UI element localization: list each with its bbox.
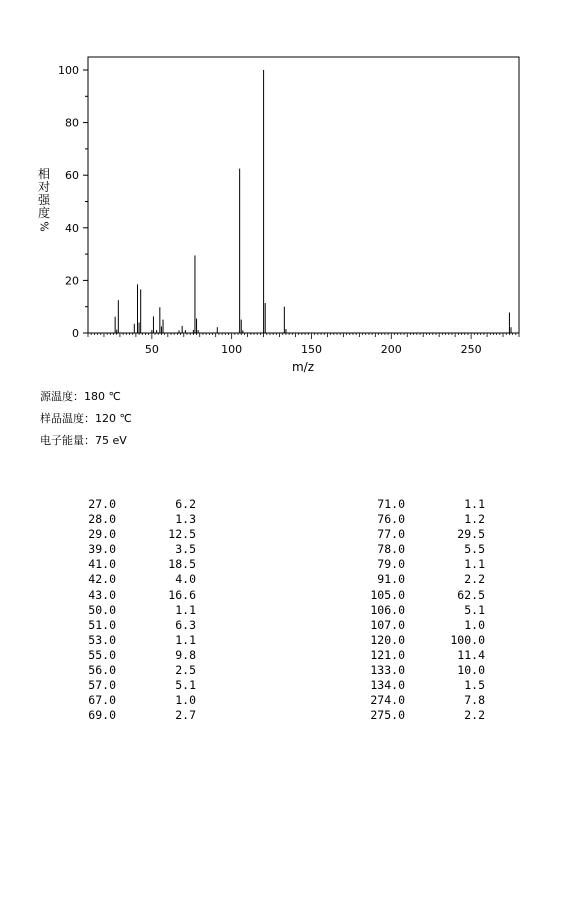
peak-abundance: 4.0 — [175, 572, 196, 587]
peak-row — [365, 557, 485, 572]
x-tick-label: 50 — [144, 343, 159, 356]
peak-row — [76, 663, 196, 678]
peak-row — [365, 588, 485, 603]
peak-abundance: 6.2 — [175, 497, 196, 511]
peak-abundance: 18.5 — [168, 557, 196, 572]
peak-abundance: 100.0 — [450, 632, 485, 647]
peak-mz: 43.0 — [88, 587, 116, 602]
peak-mz: 41.0 — [88, 557, 116, 572]
peak-abundance: 5.1 — [175, 678, 196, 693]
peak-row — [76, 542, 196, 557]
peak-mz: 120.0 — [370, 632, 405, 647]
peak-mz: 28.0 — [88, 512, 116, 527]
peak-mz: 133.0 — [370, 663, 405, 678]
peak-table-right — [365, 497, 485, 723]
conditions — [40, 386, 132, 452]
y-tick-label: 20 — [65, 274, 79, 288]
peak-row — [76, 648, 196, 663]
peak-mz: 69.0 — [88, 708, 116, 723]
x-axis — [88, 333, 519, 356]
peak-row — [365, 527, 485, 542]
peak-mz: 42.0 — [88, 572, 116, 587]
peak-abundance: 3.5 — [175, 542, 196, 557]
peak-mz: 91.0 — [377, 572, 405, 587]
peak-mz: 67.0 — [88, 693, 116, 708]
peak-mz: 57.0 — [88, 678, 116, 693]
peak-mz: 107.0 — [370, 617, 405, 632]
peak-abundance: 9.8 — [175, 647, 196, 662]
peak-abundance: 10.0 — [457, 663, 485, 678]
peak-row — [365, 542, 485, 557]
peak-row — [76, 678, 196, 693]
y-label-char: 度 — [37, 206, 50, 220]
y-tick-label: 0 — [72, 327, 79, 340]
peak-abundance: 62.5 — [457, 587, 485, 602]
peak-mz: 71.0 — [377, 497, 405, 511]
peak-abundance: 1.3 — [175, 512, 196, 527]
x-tick-label: 200 — [380, 343, 402, 356]
peak-row — [365, 618, 485, 633]
peak-row — [365, 512, 485, 527]
peak-mz: 275.0 — [370, 708, 405, 723]
peak-mz: 50.0 — [88, 602, 116, 617]
peak-mz: 39.0 — [88, 542, 116, 557]
x-tick-label: 150 — [300, 343, 322, 356]
peak-row — [365, 572, 485, 587]
peak-row — [365, 708, 485, 723]
peak-abundance: 2.7 — [175, 708, 196, 723]
y-label-char: 相 — [37, 167, 50, 181]
peak-row — [76, 527, 196, 542]
y-tick-label: 80 — [65, 116, 79, 130]
peak-row — [365, 663, 485, 678]
peak-abundance: 29.5 — [457, 527, 485, 542]
peak-row — [365, 603, 485, 618]
peak-abundance: 2.2 — [464, 572, 485, 587]
peak-mz: 27.0 — [88, 497, 116, 511]
peak-row — [76, 633, 196, 648]
y-label-percent: % — [37, 221, 51, 232]
peak-row — [76, 588, 196, 603]
peak-row — [76, 708, 196, 723]
peak-row — [76, 618, 196, 633]
peak-mz: 106.0 — [370, 602, 405, 617]
peak-abundance: 6.3 — [175, 617, 196, 632]
peak-abundance: 1.1 — [175, 632, 196, 647]
peak-abundance: 2.2 — [464, 708, 485, 723]
peak-abundance: 2.5 — [175, 663, 196, 678]
peak-mz: 105.0 — [370, 587, 405, 602]
peak-abundance: 1.2 — [464, 512, 485, 527]
peak-abundance: 5.5 — [464, 542, 485, 557]
y-axis — [58, 64, 88, 340]
peak-row — [365, 678, 485, 693]
x-axis-label: m/z — [291, 360, 315, 374]
peak-bars — [115, 70, 511, 333]
plot-frame — [88, 57, 519, 333]
peak-row — [76, 603, 196, 618]
electron-energy: 电子能量：75 eV — [40, 434, 127, 447]
sample-temperature: 样品温度：120 ℃ — [40, 412, 132, 425]
peak-mz: 53.0 — [88, 632, 116, 647]
peak-row — [76, 497, 196, 512]
peak-abundance: 7.8 — [464, 693, 485, 708]
peak-row — [365, 497, 485, 512]
peak-row — [76, 693, 196, 708]
peak-abundance: 11.4 — [457, 647, 485, 662]
peak-mz: 55.0 — [88, 647, 116, 662]
peak-abundance: 1.0 — [464, 617, 485, 632]
peak-abundance: 1.0 — [175, 693, 196, 708]
peak-row — [365, 633, 485, 648]
x-tick-label: 250 — [460, 343, 482, 356]
mass-spectrum-chart — [0, 0, 570, 380]
peak-row — [76, 557, 196, 572]
peak-abundance: 1.1 — [175, 602, 196, 617]
peak-mz: 29.0 — [88, 527, 116, 542]
y-tick-label: 40 — [65, 221, 79, 235]
peak-abundance: 12.5 — [168, 527, 196, 542]
peak-mz: 121.0 — [370, 647, 405, 662]
peak-mz: 77.0 — [377, 527, 405, 542]
peak-mz: 51.0 — [88, 617, 116, 632]
peak-row — [76, 572, 196, 587]
peak-table-left — [76, 497, 196, 723]
y-axis-label — [36, 168, 52, 233]
peak-row — [365, 693, 485, 708]
y-tick-label: 60 — [65, 169, 79, 183]
peak-mz: 76.0 — [377, 512, 405, 527]
y-label-char: 强 — [37, 193, 50, 207]
y-label-char: 对 — [37, 180, 50, 194]
peak-mz: 78.0 — [377, 542, 405, 557]
peak-mz: 274.0 — [370, 693, 405, 708]
peak-abundance: 1.1 — [464, 497, 485, 511]
peak-abundance: 1.5 — [464, 678, 485, 693]
peak-abundance: 5.1 — [464, 602, 485, 617]
peak-mz: 56.0 — [88, 663, 116, 678]
peak-row — [76, 512, 196, 527]
x-tick-label: 100 — [221, 343, 243, 356]
y-tick-label: 100 — [58, 64, 79, 77]
peak-abundance: 1.1 — [464, 557, 485, 572]
peak-mz: 134.0 — [370, 678, 405, 693]
peak-mz: 79.0 — [377, 557, 405, 572]
peak-abundance: 16.6 — [168, 587, 196, 602]
peak-row — [365, 648, 485, 663]
source-temperature: 源温度：180 ℃ — [40, 390, 121, 403]
